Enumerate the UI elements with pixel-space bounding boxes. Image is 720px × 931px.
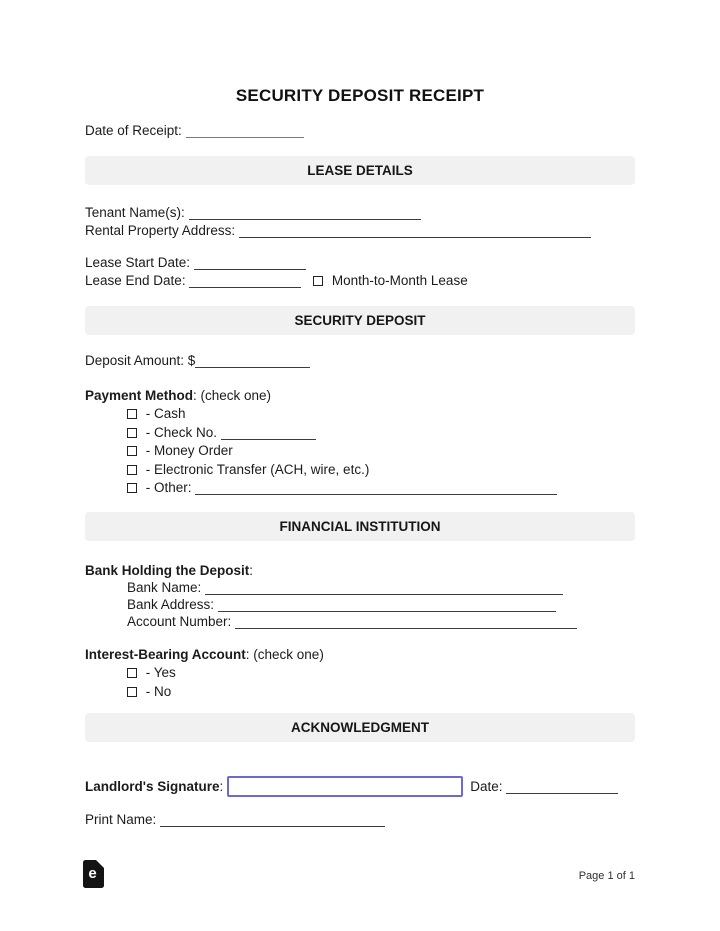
- lease-end-row: [85, 272, 635, 290]
- interest-option-yes: [85, 664, 635, 683]
- check-no-field[interactable]: [221, 427, 316, 440]
- lease-start-label: Lease Start Date:: [85, 255, 191, 270]
- section-header-security-deposit-label: SECURITY DEPOSIT: [294, 313, 426, 328]
- interest-no-checkbox[interactable]: [127, 687, 137, 697]
- section-header-security-deposit: [85, 306, 635, 335]
- other-field[interactable]: [195, 482, 557, 495]
- tenant-names-field[interactable]: [189, 207, 421, 220]
- account-number-row: [85, 613, 635, 630]
- deposit-amount-field[interactable]: [195, 355, 310, 368]
- bank-address-row: [85, 596, 635, 613]
- logo-letter: e: [88, 865, 97, 882]
- check-no-label: - Check No.: [145, 424, 218, 440]
- bank-holding-heading: [85, 562, 635, 579]
- bank-holding-label: Bank Holding the Deposit: [85, 562, 250, 578]
- section-header-acknowledgment: [85, 713, 635, 742]
- tenant-names-label: Tenant Name(s):: [85, 205, 185, 220]
- section-header-financial-institution: [85, 512, 635, 541]
- lease-start-row: [85, 254, 635, 272]
- payment-option-other: [85, 479, 635, 498]
- payment-method-hint: : (check one): [193, 387, 272, 403]
- payment-option-money-order: [85, 442, 635, 461]
- other-checkbox[interactable]: [127, 483, 137, 493]
- lease-end-label: Lease End Date:: [85, 272, 186, 288]
- interest-yes-label: - Yes: [145, 665, 176, 681]
- rental-address-field[interactable]: [239, 225, 591, 238]
- payment-option-electronic-transfer: [85, 461, 635, 480]
- cash-label: - Cash: [145, 406, 186, 421]
- payment-method-heading: [85, 387, 635, 406]
- payment-method-label: Payment Method: [85, 387, 194, 403]
- interest-option-no: [85, 683, 635, 702]
- deposit-amount-label: Deposit Amount: $: [85, 353, 196, 368]
- print-name-label: Print Name:: [85, 812, 157, 828]
- landlord-signature-input[interactable]: [227, 776, 463, 797]
- landlord-signature-suffix: :: [219, 779, 224, 795]
- rental-address-label: Rental Property Address:: [85, 222, 236, 238]
- page-number: Page 1 of 1: [578, 870, 635, 882]
- account-number-field[interactable]: [235, 616, 577, 629]
- bank-holding-suffix: :: [249, 562, 254, 578]
- signature-date-field[interactable]: [506, 781, 618, 794]
- account-number-label: Account Number:: [127, 614, 232, 630]
- lease-end-field[interactable]: [189, 275, 301, 288]
- print-name-row: [85, 812, 635, 827]
- section-header-acknowledgment-label: ACKNOWLEDGMENT: [291, 720, 429, 736]
- page-title: SECURITY DEPOSIT RECEIPT: [235, 86, 485, 105]
- print-name-field[interactable]: [160, 814, 385, 827]
- cash-checkbox[interactable]: [127, 409, 137, 419]
- section-header-lease-details-label: LEASE DETAILS: [307, 163, 413, 178]
- electronic-transfer-label: - Electronic Transfer (ACH, wire, etc.): [145, 461, 370, 477]
- section-header-financial-institution-label: FINANCIAL INSTITUTION: [279, 518, 441, 534]
- payment-option-cash: [85, 405, 635, 424]
- month-to-month-checkbox[interactable]: [313, 276, 323, 286]
- payment-option-check: [85, 424, 635, 443]
- bank-name-label: Bank Name:: [127, 579, 202, 595]
- signature-date-label: Date:: [470, 779, 503, 795]
- month-to-month-label: Month-to-Month Lease: [331, 272, 468, 288]
- signature-row: [85, 776, 635, 797]
- bank-name-row: [85, 579, 635, 596]
- interest-no-label: - No: [145, 683, 172, 699]
- interest-bearing-heading: [85, 646, 635, 665]
- electronic-transfer-checkbox[interactable]: [127, 465, 137, 475]
- section-header-lease-details: [85, 156, 635, 185]
- bank-name-field[interactable]: [205, 582, 563, 595]
- date-of-receipt-label: Date of Receipt:: [85, 123, 182, 138]
- interest-yes-checkbox[interactable]: [127, 668, 137, 678]
- rental-address-row: [85, 222, 635, 240]
- money-order-label: - Money Order: [145, 443, 233, 458]
- interest-bearing-hint: : (check one): [245, 646, 324, 662]
- money-order-checkbox[interactable]: [127, 446, 137, 456]
- other-label: - Other:: [145, 480, 192, 495]
- eforms-logo: [83, 860, 104, 888]
- bank-address-field[interactable]: [218, 599, 556, 612]
- page-footer: [83, 860, 635, 888]
- landlord-signature-label: Landlord's Signature: [85, 779, 220, 795]
- deposit-amount-row: [85, 352, 635, 370]
- lease-start-field[interactable]: [194, 257, 306, 270]
- date-of-receipt-row: [85, 123, 635, 138]
- check-no-checkbox[interactable]: [127, 428, 137, 438]
- interest-bearing-label: Interest-Bearing Account: [85, 646, 246, 662]
- date-of-receipt-field[interactable]: [186, 125, 304, 138]
- bank-address-label: Bank Address:: [127, 597, 215, 613]
- tenant-names-row: [85, 204, 635, 222]
